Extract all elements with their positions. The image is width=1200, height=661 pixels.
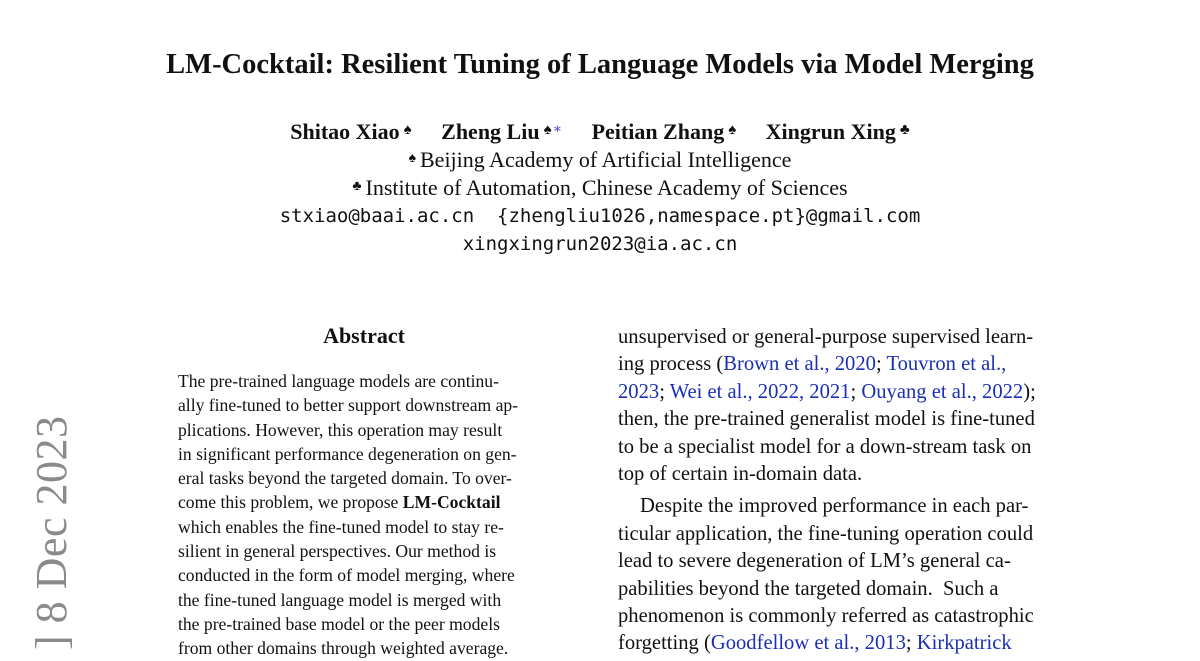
club-icon: ♣ — [899, 122, 910, 138]
arxiv-stamp — [18, 415, 88, 650]
body-line: Despite the improved performance in each par- — [640, 495, 1029, 518]
author-2 — [441, 115, 562, 147]
author-list — [0, 115, 1200, 147]
body-line: ticular application, the fine-tuning operation could — [618, 522, 1034, 545]
citation-link[interactable]: Kirkpatrick — [916, 632, 1012, 655]
spade-icon: ♠ — [543, 122, 552, 138]
abstract-line: which enables the fine-tuned model to stay re- — [178, 516, 504, 537]
arxiv-stamp-text: ] 8 Dec 2023 — [27, 415, 76, 650]
body-line: top of certain in-domain data. — [618, 463, 863, 486]
body-text: ing process ( — [618, 353, 724, 376]
body-line — [618, 379, 1060, 406]
abstract-line: the fine-tuned language model is merged with — [178, 589, 502, 610]
affiliation-2 — [0, 173, 1200, 202]
citation-link[interactable]: Brown et al., 2020 — [723, 353, 876, 376]
body-line: then, the pre-trained generalist model is fine-tuned — [618, 408, 1035, 431]
email-line-1: stxiao@baai.ac.cn {zhengliu1026,namespace.pt}@gmail.com — [279, 205, 921, 227]
paper-title: LM-Cocktail: Resilient Tuning of Language Models via Model Merging — [166, 49, 1034, 80]
affiliation-1 — [0, 145, 1200, 174]
author-name: Shitao Xiao — [290, 119, 400, 144]
body-line — [618, 630, 1060, 657]
body-line: pabilities beyond the targeted domain. Such a — [618, 577, 999, 600]
author-name: Zheng Liu — [441, 119, 540, 144]
email-line-2: xingxingrun2023@ia.ac.cn — [462, 233, 738, 255]
intro-column — [618, 324, 1060, 658]
abstract-heading: Abstract — [323, 323, 405, 348]
body-text: ); — [1023, 380, 1036, 403]
citation-link[interactable]: Goodfellow et al., 2013 — [710, 632, 906, 655]
spade-icon: ♠ — [728, 122, 737, 138]
citation-separator: ; — [875, 353, 887, 376]
abstract-line: The pre-trained language models are continu- — [178, 371, 499, 391]
abstract-line: eral tasks beyond the targeted domain. To over- — [178, 468, 512, 489]
abstract-line: the pre-trained base model or the peer models — [178, 613, 500, 634]
citation-link[interactable]: 2023 — [618, 380, 660, 403]
abstract-line-text: come this problem, we propose — [178, 492, 403, 513]
spade-icon: ♠ — [408, 151, 416, 166]
abstract-line: plications. However, this operation may result — [178, 419, 503, 440]
abstract-line — [178, 490, 551, 514]
affiliation-text: Beijing Academy of Artificial Intelligence — [420, 147, 792, 172]
author-4 — [766, 115, 910, 147]
body-line: phenomenon is commonly referred as catastrophic — [618, 605, 1034, 628]
abstract-line: conducted in the form of model merging, where — [178, 565, 515, 586]
body-text: forgetting ( — [618, 632, 711, 655]
abstract-body — [178, 369, 551, 661]
author-name: Peitian Zhang — [591, 119, 725, 144]
body-line: unsupervised or general-purpose supervised learn- — [618, 326, 1034, 348]
method-name: LM-Cocktail — [402, 492, 501, 513]
abstract-line: silient in general perspectives. Our method is — [178, 541, 497, 562]
body-line: lead to severe degeneration of LM’s general ca- — [618, 550, 1011, 573]
citation-link[interactable]: Ouyang et al., 2022 — [861, 380, 1024, 403]
author-1 — [290, 115, 411, 147]
body-line — [618, 351, 1060, 378]
club-icon: ♣ — [352, 179, 362, 194]
body-line: to be a specialist model for a down-stream task on — [618, 435, 1032, 458]
spade-icon: ♠ — [403, 122, 412, 138]
author-3 — [592, 115, 737, 147]
corresponding-author-link[interactable]: ∗ — [552, 122, 563, 137]
abstract-line: ally fine-tuned to better support downstream ap- — [178, 395, 519, 416]
affiliation-text: Institute of Automation, Chinese Academy of Sciences — [365, 175, 848, 200]
abstract-line: in significant performance degeneration on gen- — [178, 443, 517, 464]
citation-separator: ; — [850, 380, 862, 403]
abstract-line: from other domains through weighted average. — [178, 638, 509, 659]
citation-separator: ; — [905, 632, 917, 655]
citation-separator: ; — [659, 380, 670, 403]
author-name: Xingrun Xing — [765, 119, 896, 144]
citation-link[interactable]: Wei et al., 2022, 2021 — [669, 380, 851, 403]
citation-link[interactable]: Touvron et al., — [886, 353, 1007, 376]
